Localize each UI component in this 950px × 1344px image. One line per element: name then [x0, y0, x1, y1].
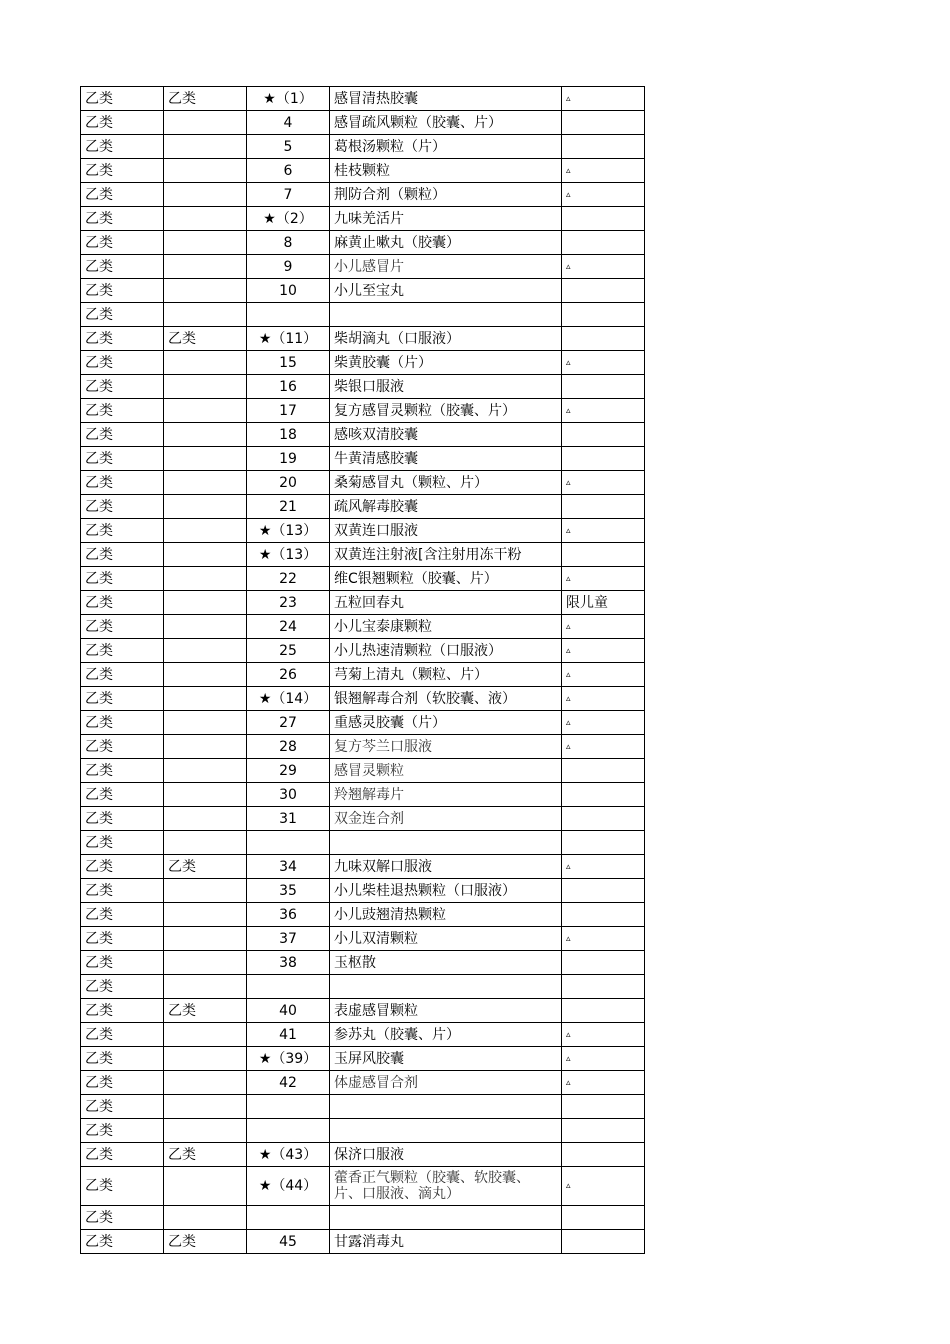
- drug-name-cell: 柴银口服液: [330, 375, 562, 399]
- number-cell: 5: [247, 135, 330, 159]
- drug-name-cell: 体虚感冒合剂: [330, 1071, 562, 1095]
- subcategory-cell: [164, 1206, 247, 1230]
- category-cell: 乙类: [81, 303, 164, 327]
- table-row: [81, 1230, 645, 1254]
- drug-name-cell: 甘露消毒丸: [330, 1230, 562, 1254]
- table-row: [81, 183, 645, 207]
- table-row: [81, 543, 645, 567]
- number-cell: 16: [247, 375, 330, 399]
- category-cell: 乙类: [81, 639, 164, 663]
- remark-cell: [562, 759, 645, 783]
- category-cell: 乙类: [81, 975, 164, 999]
- drug-name-cell: 感冒灵颗粒: [330, 759, 562, 783]
- subcategory-cell: [164, 447, 247, 471]
- subcategory-cell: 乙类: [164, 1143, 247, 1167]
- category-cell: 乙类: [81, 1167, 164, 1206]
- drug-name-cell: 九味双解口服液: [330, 855, 562, 879]
- category-cell: 乙类: [81, 663, 164, 687]
- category-cell: 乙类: [81, 903, 164, 927]
- drug-name-cell: 复方感冒灵颗粒（胶囊、片）: [330, 399, 562, 423]
- number-cell: 29: [247, 759, 330, 783]
- remark-cell: [562, 495, 645, 519]
- category-cell: 乙类: [81, 927, 164, 951]
- remark-cell: ▵: [562, 519, 645, 543]
- number-cell: 37: [247, 927, 330, 951]
- category-cell: 乙类: [81, 615, 164, 639]
- category-cell: 乙类: [81, 1230, 164, 1254]
- remark-cell: ▵: [562, 687, 645, 711]
- subcategory-cell: [164, 807, 247, 831]
- remark-cell: [562, 543, 645, 567]
- table-row: [81, 1023, 645, 1047]
- number-cell: ★（2）: [247, 207, 330, 231]
- drug-name-cell: [330, 975, 562, 999]
- category-cell: 乙类: [81, 519, 164, 543]
- remark-cell: ▵: [562, 471, 645, 495]
- subcategory-cell: [164, 591, 247, 615]
- remark-cell: [562, 447, 645, 471]
- table-row: [81, 807, 645, 831]
- drug-name-cell: 九味羌活片: [330, 207, 562, 231]
- category-cell: 乙类: [81, 735, 164, 759]
- remark-cell: [562, 423, 645, 447]
- number-cell: 35: [247, 879, 330, 903]
- remark-cell: [562, 111, 645, 135]
- category-cell: 乙类: [81, 207, 164, 231]
- subcategory-cell: 乙类: [164, 87, 247, 111]
- category-cell: 乙类: [81, 951, 164, 975]
- subcategory-cell: [164, 351, 247, 375]
- number-cell: ★（1）: [247, 87, 330, 111]
- number-cell: 18: [247, 423, 330, 447]
- drug-name-cell: 重感灵胶囊（片）: [330, 711, 562, 735]
- remark-cell: ▵: [562, 1071, 645, 1095]
- drug-name-cell: 银翘解毒合剂（软胶囊、液）: [330, 687, 562, 711]
- subcategory-cell: [164, 711, 247, 735]
- remark-cell: [562, 375, 645, 399]
- number-cell: ★（43）: [247, 1143, 330, 1167]
- subcategory-cell: [164, 687, 247, 711]
- remark-cell: ▵: [562, 663, 645, 687]
- table-row: [81, 831, 645, 855]
- number-cell: 28: [247, 735, 330, 759]
- table-row: [81, 1143, 645, 1167]
- remark-cell: ▵: [562, 639, 645, 663]
- number-cell: 26: [247, 663, 330, 687]
- table-row: [81, 855, 645, 879]
- drug-name-cell: [330, 1206, 562, 1230]
- number-cell: [247, 975, 330, 999]
- number-cell: ★（13）: [247, 543, 330, 567]
- table-row: [81, 135, 645, 159]
- category-cell: 乙类: [81, 1047, 164, 1071]
- table-row: [81, 303, 645, 327]
- table-row: [81, 1206, 645, 1230]
- number-cell: 27: [247, 711, 330, 735]
- category-cell: 乙类: [81, 1023, 164, 1047]
- drug-name-cell: 麻黄止嗽丸（胶囊）: [330, 231, 562, 255]
- category-cell: 乙类: [81, 711, 164, 735]
- table-row: [81, 279, 645, 303]
- drug-name-cell: 小儿热速清颗粒（口服液）: [330, 639, 562, 663]
- remark-cell: 限儿童: [562, 591, 645, 615]
- drug-name-cell: 双黄连口服液: [330, 519, 562, 543]
- drug-name-cell: 维C银翘颗粒（胶囊、片）: [330, 567, 562, 591]
- number-cell: [247, 1206, 330, 1230]
- drug-name-cell: 感冒清热胶囊: [330, 87, 562, 111]
- number-cell: 36: [247, 903, 330, 927]
- remark-cell: [562, 1206, 645, 1230]
- category-cell: 乙类: [81, 447, 164, 471]
- remark-cell: [562, 1119, 645, 1143]
- table-row: [81, 567, 645, 591]
- number-cell: 21: [247, 495, 330, 519]
- drug-name-cell: 羚翘解毒片: [330, 783, 562, 807]
- remark-cell: ▵: [562, 399, 645, 423]
- remark-cell: [562, 303, 645, 327]
- category-cell: 乙类: [81, 567, 164, 591]
- category-cell: 乙类: [81, 1143, 164, 1167]
- number-cell: 7: [247, 183, 330, 207]
- number-cell: 23: [247, 591, 330, 615]
- drug-name-cell: 小儿双清颗粒: [330, 927, 562, 951]
- drug-name-cell: 小儿豉翘清热颗粒: [330, 903, 562, 927]
- category-cell: 乙类: [81, 183, 164, 207]
- table-row: [81, 879, 645, 903]
- drug-name-cell: 荆防合剂（颗粒）: [330, 183, 562, 207]
- subcategory-cell: [164, 975, 247, 999]
- number-cell: 8: [247, 231, 330, 255]
- number-cell: 10: [247, 279, 330, 303]
- table-row: [81, 87, 645, 111]
- category-cell: 乙类: [81, 351, 164, 375]
- subcategory-cell: 乙类: [164, 999, 247, 1023]
- category-cell: 乙类: [81, 375, 164, 399]
- remark-cell: ▵: [562, 1023, 645, 1047]
- remark-cell: [562, 831, 645, 855]
- table-row: [81, 687, 645, 711]
- number-cell: 25: [247, 639, 330, 663]
- table-row: [81, 663, 645, 687]
- remark-cell: ▵: [562, 255, 645, 279]
- remark-cell: ▵: [562, 711, 645, 735]
- table-row: [81, 495, 645, 519]
- number-cell: 17: [247, 399, 330, 423]
- drug-name-cell: 芎菊上清丸（颗粒、片）: [330, 663, 562, 687]
- table-row: [81, 471, 645, 495]
- category-cell: 乙类: [81, 111, 164, 135]
- subcategory-cell: [164, 159, 247, 183]
- table-row: [81, 639, 645, 663]
- remark-cell: [562, 327, 645, 351]
- category-cell: 乙类: [81, 1095, 164, 1119]
- table-row: [81, 1119, 645, 1143]
- category-cell: 乙类: [81, 327, 164, 351]
- table-row: [81, 1047, 645, 1071]
- number-cell: 31: [247, 807, 330, 831]
- subcategory-cell: [164, 495, 247, 519]
- category-cell: 乙类: [81, 783, 164, 807]
- number-cell: 40: [247, 999, 330, 1023]
- subcategory-cell: [164, 1095, 247, 1119]
- number-cell: 30: [247, 783, 330, 807]
- drug-name-cell: [330, 831, 562, 855]
- number-cell: [247, 1119, 330, 1143]
- table-row: [81, 711, 645, 735]
- remark-cell: [562, 135, 645, 159]
- drug-name-cell: 感冒疏风颗粒（胶囊、片）: [330, 111, 562, 135]
- subcategory-cell: [164, 279, 247, 303]
- remark-cell: [562, 903, 645, 927]
- number-cell: [247, 303, 330, 327]
- number-cell: 15: [247, 351, 330, 375]
- table-row: [81, 327, 645, 351]
- table-row: [81, 591, 645, 615]
- category-cell: 乙类: [81, 159, 164, 183]
- table-row: [81, 447, 645, 471]
- subcategory-cell: [164, 1071, 247, 1095]
- table-row: [81, 951, 645, 975]
- subcategory-cell: [164, 567, 247, 591]
- table-row: [81, 375, 645, 399]
- subcategory-cell: 乙类: [164, 1230, 247, 1254]
- drug-name-cell: [330, 303, 562, 327]
- subcategory-cell: [164, 1119, 247, 1143]
- category-cell: 乙类: [81, 591, 164, 615]
- category-cell: 乙类: [81, 1119, 164, 1143]
- subcategory-cell: [164, 519, 247, 543]
- remark-cell: ▵: [562, 855, 645, 879]
- number-cell: 20: [247, 471, 330, 495]
- number-cell: [247, 831, 330, 855]
- category-cell: 乙类: [81, 999, 164, 1023]
- number-cell: 41: [247, 1023, 330, 1047]
- remark-cell: [562, 951, 645, 975]
- subcategory-cell: [164, 471, 247, 495]
- subcategory-cell: [164, 903, 247, 927]
- drug-name-cell: 小儿感冒片: [330, 255, 562, 279]
- number-cell: 19: [247, 447, 330, 471]
- subcategory-cell: [164, 207, 247, 231]
- number-cell: [247, 1095, 330, 1119]
- remark-cell: [562, 1143, 645, 1167]
- category-cell: 乙类: [81, 807, 164, 831]
- category-cell: 乙类: [81, 135, 164, 159]
- number-cell: 45: [247, 1230, 330, 1254]
- category-cell: 乙类: [81, 543, 164, 567]
- table-row: [81, 1095, 645, 1119]
- drug-name-cell: 玉屏风胶囊: [330, 1047, 562, 1071]
- subcategory-cell: [164, 255, 247, 279]
- table-row: [81, 1167, 645, 1206]
- table-row: [81, 159, 645, 183]
- drug-name-cell: 藿香正气颗粒（胶囊、软胶囊、片、口服液、滴丸）: [330, 1167, 562, 1206]
- table-row: [81, 975, 645, 999]
- category-cell: 乙类: [81, 855, 164, 879]
- drug-name-cell: 葛根汤颗粒（片）: [330, 135, 562, 159]
- table-row: [81, 999, 645, 1023]
- drug-name-cell: 玉枢散: [330, 951, 562, 975]
- table-row: [81, 255, 645, 279]
- remark-cell: ▵: [562, 351, 645, 375]
- subcategory-cell: [164, 735, 247, 759]
- number-cell: 4: [247, 111, 330, 135]
- table-row: [81, 231, 645, 255]
- number-cell: ★（44）: [247, 1167, 330, 1206]
- drug-name-cell: 桑菊感冒丸（颗粒、片）: [330, 471, 562, 495]
- number-cell: 38: [247, 951, 330, 975]
- drug-name-cell: 复方芩兰口服液: [330, 735, 562, 759]
- drug-list-body: [81, 87, 645, 1254]
- subcategory-cell: [164, 423, 247, 447]
- remark-cell: [562, 231, 645, 255]
- drug-name-cell: 双黄连注射液[含注射用冻干粉: [330, 543, 562, 567]
- subcategory-cell: [164, 615, 247, 639]
- subcategory-cell: 乙类: [164, 327, 247, 351]
- table-row: [81, 207, 645, 231]
- drug-name-cell: 五粒回春丸: [330, 591, 562, 615]
- number-cell: ★（39）: [247, 1047, 330, 1071]
- subcategory-cell: 乙类: [164, 855, 247, 879]
- number-cell: ★（14）: [247, 687, 330, 711]
- table-row: [81, 1071, 645, 1095]
- category-cell: 乙类: [81, 87, 164, 111]
- table-row: [81, 423, 645, 447]
- remark-cell: ▵: [562, 183, 645, 207]
- remark-cell: [562, 999, 645, 1023]
- subcategory-cell: [164, 1047, 247, 1071]
- remark-cell: [562, 1230, 645, 1254]
- table-row: [81, 927, 645, 951]
- table-row: [81, 519, 645, 543]
- subcategory-cell: [164, 663, 247, 687]
- subcategory-cell: [164, 879, 247, 903]
- subcategory-cell: [164, 231, 247, 255]
- category-cell: 乙类: [81, 687, 164, 711]
- table-row: [81, 351, 645, 375]
- category-cell: 乙类: [81, 423, 164, 447]
- remark-cell: ▵: [562, 87, 645, 111]
- remark-cell: ▵: [562, 567, 645, 591]
- remark-cell: [562, 783, 645, 807]
- drug-name-cell: 小儿柴桂退热颗粒（口服液）: [330, 879, 562, 903]
- subcategory-cell: [164, 639, 247, 663]
- remark-cell: ▵: [562, 1167, 645, 1206]
- drug-name-cell: 小儿宝泰康颗粒: [330, 615, 562, 639]
- drug-name-cell: [330, 1119, 562, 1143]
- subcategory-cell: [164, 951, 247, 975]
- remark-cell: ▵: [562, 1047, 645, 1071]
- remark-cell: [562, 207, 645, 231]
- drug-name-cell: 柴黄胶囊（片）: [330, 351, 562, 375]
- drug-name-cell: 感咳双清胶囊: [330, 423, 562, 447]
- remark-cell: [562, 279, 645, 303]
- number-cell: ★（13）: [247, 519, 330, 543]
- table-row: [81, 399, 645, 423]
- remark-cell: [562, 1095, 645, 1119]
- subcategory-cell: [164, 1167, 247, 1206]
- category-cell: 乙类: [81, 495, 164, 519]
- table-row: [81, 615, 645, 639]
- drug-name-cell: 双金连合剂: [330, 807, 562, 831]
- category-cell: 乙类: [81, 759, 164, 783]
- table-row: [81, 111, 645, 135]
- category-cell: 乙类: [81, 879, 164, 903]
- drug-name-cell: [330, 1095, 562, 1119]
- category-cell: 乙类: [81, 471, 164, 495]
- subcategory-cell: [164, 831, 247, 855]
- number-cell: 22: [247, 567, 330, 591]
- category-cell: 乙类: [81, 279, 164, 303]
- subcategory-cell: [164, 135, 247, 159]
- remark-cell: ▵: [562, 615, 645, 639]
- drug-name-cell: 参苏丸（胶囊、片）: [330, 1023, 562, 1047]
- subcategory-cell: [164, 303, 247, 327]
- drug-name-cell: 柴胡滴丸（口服液）: [330, 327, 562, 351]
- remark-cell: ▵: [562, 927, 645, 951]
- category-cell: 乙类: [81, 399, 164, 423]
- number-cell: 42: [247, 1071, 330, 1095]
- category-cell: 乙类: [81, 1206, 164, 1230]
- subcategory-cell: [164, 375, 247, 399]
- drug-name-cell: 表虚感冒颗粒: [330, 999, 562, 1023]
- category-cell: 乙类: [81, 231, 164, 255]
- remark-cell: ▵: [562, 735, 645, 759]
- remark-cell: ▵: [562, 159, 645, 183]
- number-cell: 34: [247, 855, 330, 879]
- category-cell: 乙类: [81, 831, 164, 855]
- subcategory-cell: [164, 111, 247, 135]
- subcategory-cell: [164, 183, 247, 207]
- table-row: [81, 783, 645, 807]
- subcategory-cell: [164, 783, 247, 807]
- subcategory-cell: [164, 399, 247, 423]
- number-cell: 24: [247, 615, 330, 639]
- number-cell: 6: [247, 159, 330, 183]
- subcategory-cell: [164, 1023, 247, 1047]
- drug-name-cell: 疏风解毒胶囊: [330, 495, 562, 519]
- category-cell: 乙类: [81, 255, 164, 279]
- drug-list-table: [80, 86, 645, 1254]
- number-cell: 9: [247, 255, 330, 279]
- category-cell: 乙类: [81, 1071, 164, 1095]
- drug-name-cell: 保济口服液: [330, 1143, 562, 1167]
- remark-cell: [562, 807, 645, 831]
- table-row: [81, 903, 645, 927]
- number-cell: ★（11）: [247, 327, 330, 351]
- drug-name-cell: 桂枝颗粒: [330, 159, 562, 183]
- remark-cell: [562, 975, 645, 999]
- subcategory-cell: [164, 759, 247, 783]
- drug-name-cell: 牛黄清感胶囊: [330, 447, 562, 471]
- table-row: [81, 735, 645, 759]
- drug-name-cell: 小儿至宝丸: [330, 279, 562, 303]
- remark-cell: [562, 879, 645, 903]
- table-row: [81, 759, 645, 783]
- subcategory-cell: [164, 927, 247, 951]
- subcategory-cell: [164, 543, 247, 567]
